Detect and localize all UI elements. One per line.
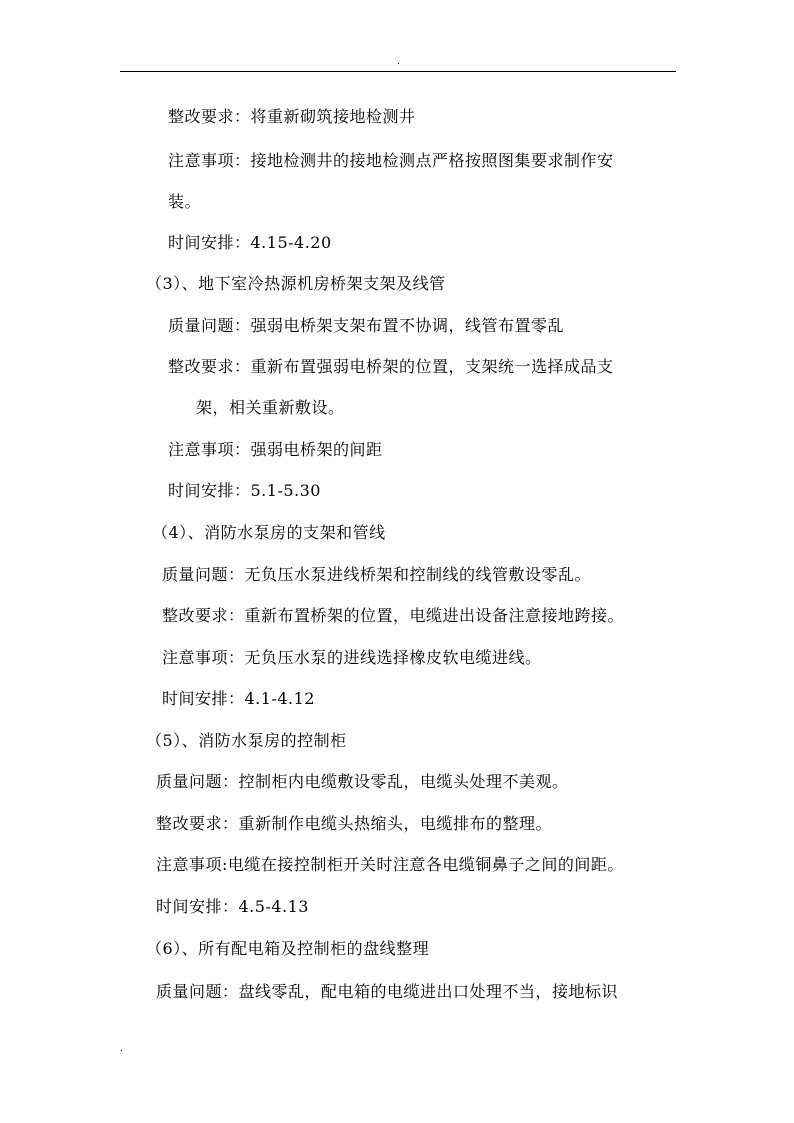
text-line: 时间安排：4.5-4.13 [156,897,309,916]
text-line: 质量问题：无负压水泵进线桥架和控制线的线管敷设零乱。 [162,565,592,584]
text-line: 时间安排：5.1-5.30 [168,481,321,500]
text-line: 整改要求：重新布置桥架的位置，电缆进出设备注意接地跨接。 [162,606,625,625]
section-heading: （4）、消防水泵房的支架和管线 [152,523,386,542]
section-heading: （5）、消防水泵房的控制柜 [146,731,347,750]
text-line: 注意事项：接地检测井的接地检测点严格按照图集要求制作安 [168,151,614,170]
text-line: 整改要求：重新制作电缆头热缩头，电缆排布的整理。 [156,814,553,833]
text-line: 质量问题：控制柜内电缆敷设零乱，电缆头处理不美观。 [156,772,569,791]
text-line: 注意事项:电缆在接控制柜开关时注意各电缆铜鼻子之间的间距。 [156,855,624,874]
text-line: 注意事项：无负压水泵的进线选择橡皮软电缆进线。 [162,648,542,667]
text-line: 质量问题：盘线零乱，配电箱的电缆进出口处理不当，接地标识 [156,982,619,1001]
text-line: 时间安排：4.1-4.12 [162,689,315,708]
text-line: 装。 [168,192,202,211]
text-line: 整改要求：将重新砌筑接地检测井 [168,107,416,126]
header-mark: . [397,57,400,67]
text-line: 时间安排：4.15-4.20 [168,233,332,252]
section-heading: （3）、地下室冷热源机房桥架支架及线管 [146,274,446,293]
text-line: 注意事项：强弱电桥架的间距 [168,440,383,459]
text-line: 架，相关重新敷设。 [196,398,345,417]
section-heading: （6）、所有配电箱及控制柜的盘线整理 [146,939,430,958]
text-line: 质量问题：强弱电桥架支架布置不协调，线管布置零乱 [168,316,565,335]
header-rule [120,71,676,72]
footer-mark: . [120,1044,123,1054]
text-line: 整改要求：重新布置强弱电桥架的位置，支架统一选择成品支 [168,357,614,376]
